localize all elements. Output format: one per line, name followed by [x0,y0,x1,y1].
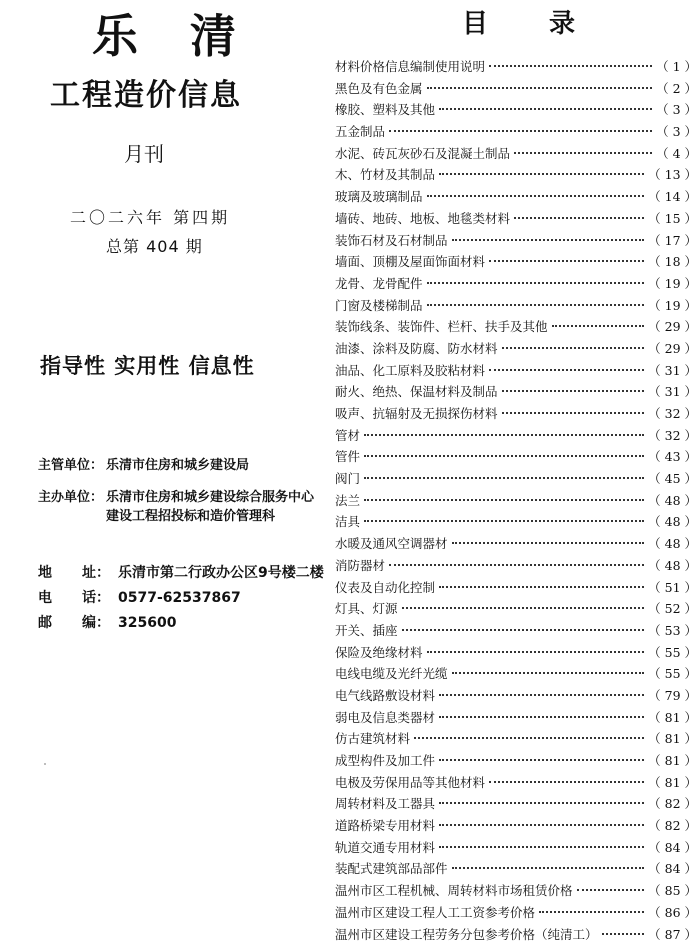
toc-entry-title: 墙砖、地砖、地板、地毯类材料 [335,209,510,227]
toc-leader-dots [514,138,652,154]
toc-entry-page: （ 32 ） [648,426,697,444]
toc-entry-title: 温州市区建设工程人工工资参考价格 [335,903,535,921]
toc-entry-title: 木、竹材及其制品 [335,165,435,183]
toc-entry-title: 保险及绝缘材料 [335,643,423,661]
sponsor-value-line2: 建设工程招投标和造价管理科 [106,507,275,526]
toc-entry-title: 橡胶、塑料及其他 [335,100,435,118]
publication-title: 乐 清 [92,6,254,66]
toc-entry-title: 温州市区工程机械、周转材料市场租赁价格 [335,881,573,899]
toc-entry-page: （ 79 ） [648,686,697,704]
toc-entry-title: 道路桥梁专用材料 [335,816,435,834]
toc-entry-page: （ 29 ） [648,317,697,335]
toc-entry-title: 龙骨、龙骨配件 [335,274,423,292]
toc-leader-dots [439,572,644,588]
toc-leader-dots [389,116,652,132]
toc-entry-page: （ 29 ） [648,339,697,357]
toc-entry-page: （ 81 ） [648,729,697,747]
toc-entry-page: （ 81 ） [648,708,697,726]
toc-leader-dots [427,637,645,653]
toc-leader-dots [364,420,644,436]
toc-entry-title: 仿古建筑材料 [335,729,410,747]
toc-leader-dots [489,51,652,67]
toc-leader-dots [427,268,645,284]
toc-entry-title: 装饰线条、装饰件、栏杆、扶手及其他 [335,317,548,335]
toc-entry-page: （ 48 ） [648,534,697,552]
toc-entry-page: （ 84 ） [648,838,697,856]
toc-leader-dots [427,73,653,89]
toc-entry-title: 装饰石材及石材制品 [335,231,448,249]
toc-entry-title: 管材 [335,426,360,444]
toc-entry-title: 温州市区建设工程劳务分包参考价格（纯清工） [335,925,598,943]
toc-panel [320,0,700,913]
toc-leader-dots [489,767,644,783]
publication-subtitle: 工程造价信息 [50,76,242,116]
toc-leader-dots [502,376,645,392]
stray-dot [44,763,46,765]
toc-entry-title: 周转材料及工器具 [335,794,435,812]
phone-value: 0577-62537867 [118,588,241,608]
toc-entry-page: （ 19 ） [648,274,697,292]
toc-entry-title: 电气线路敷设材料 [335,686,435,704]
toc-leader-dots [402,615,645,631]
toc-leader-dots [439,159,644,175]
toc-entry-title: 五金制品 [335,122,385,140]
toc-leader-dots [402,593,645,609]
toc-entry-page: （ 45 ） [648,469,697,487]
toc-entry-page: （ 43 ） [648,447,697,465]
toc-leader-dots [439,680,644,696]
toc-leader-dots [514,203,644,219]
toc-leader-dots [439,788,644,804]
toc-entry-title: 成型构件及加工件 [335,751,435,769]
phone-label-2: 话： [82,588,110,608]
toc-entry-page: （ 1 ） [656,57,697,75]
toc-entry-title: 墙面、顶棚及屋面饰面材料 [335,252,485,270]
toc-entry-page: （ 86 ） [648,903,697,921]
toc-leader-dots [552,311,645,327]
toc-leader-dots [502,333,645,349]
toc-leader-dots [364,463,644,479]
periodical-type: 月刊 [124,140,164,168]
toc-leader-dots [452,225,645,241]
toc-entry-title: 水暖及通风空调器材 [335,534,448,552]
toc-leader-dots [502,398,645,414]
toc-entry-title: 法兰 [335,491,360,509]
supervisor-value: 乐清市住房和城乡建设局 [106,456,249,475]
issue-number: 二〇二六年 第四期 [70,207,230,229]
postcode-label-1: 邮 [38,613,52,633]
toc-entry-page: （ 52 ） [648,599,697,617]
toc-entry-title: 耐火、绝热、保温材料及制品 [335,382,498,400]
toc-entry-title: 洁具 [335,512,360,530]
sponsor-value-line1: 乐清市住房和城乡建设综合服务中心 [106,488,314,507]
toc-leader-dots [427,181,645,197]
toc-entry-page: （ 81 ） [648,773,697,791]
toc-entry-page: （ 48 ） [648,512,697,530]
toc-leader-dots [389,550,644,566]
toc-entry-title: 玻璃及玻璃制品 [335,187,423,205]
toc-entry-title: 材料价格信息编制使用说明 [335,57,485,75]
toc-entry-page: （ 48 ） [648,556,697,574]
toc-entry-page: （ 3 ） [656,122,697,140]
toc-leader-dots [489,355,644,371]
toc-entry-title: 吸声、抗辐射及无损探伤材料 [335,404,498,422]
toc-entry-title: 灯具、灯源 [335,599,398,617]
toc-entry-title: 水泥、砖瓦灰砂石及混凝土制品 [335,144,510,162]
serial-number: 总第 404 期 [106,236,203,258]
postcode-label-2: 编： [82,613,110,633]
toc-leader-dots [439,832,644,848]
toc-leader-dots [364,506,644,522]
toc-entry-page: （ 53 ） [648,621,697,639]
postcode-value: 325600 [118,613,176,633]
toc-entry-page: （ 87 ） [648,925,697,943]
toc-list [335,55,697,944]
toc-entry-title: 管件 [335,447,360,465]
toc-leader-dots [602,919,645,935]
toc-entry-page: （ 55 ） [648,664,697,682]
sponsor-row [38,488,103,507]
toc-leader-dots [439,745,644,761]
toc-entry-title: 电极及劳保用品等其他材料 [335,773,485,791]
toc-leader-dots [577,875,645,891]
toc-entry-page: （ 31 ） [648,361,697,379]
toc-entry-page: （ 4 ） [656,144,697,162]
toc-leader-dots [439,94,652,110]
toc-entry[interactable] [335,923,697,944]
supervisor-label: 主管单位： [38,456,103,475]
toc-entry-page: （ 85 ） [648,881,697,899]
slogan: 指导性 实用性 信息性 [40,352,255,380]
toc-heading: 目 录 [462,8,601,40]
toc-entry-title: 黑色及有色金属 [335,79,423,97]
toc-entry-page: （ 48 ） [648,491,697,509]
address-value: 乐清市第二行政办公区9号楼二楼 [118,563,324,583]
toc-entry-title: 油品、化工原料及胶粘材料 [335,361,485,379]
phone-label-1: 电 [38,588,52,608]
toc-entry-page: （ 31 ） [648,382,697,400]
toc-leader-dots [439,702,644,718]
cover-panel [0,0,320,913]
toc-entry-page: （ 51 ） [648,578,697,596]
toc-leader-dots [414,723,644,739]
toc-entry-page: （ 82 ） [648,816,697,834]
toc-entry-title: 油漆、涂料及防腐、防水材料 [335,339,498,357]
toc-entry-page: （ 17 ） [648,231,697,249]
toc-leader-dots [427,290,645,306]
toc-entry-page: （ 82 ） [648,794,697,812]
toc-entry-page: （ 81 ） [648,751,697,769]
toc-entry-page: （ 32 ） [648,404,697,422]
toc-entry-page: （ 3 ） [656,100,697,118]
toc-entry-title: 阀门 [335,469,360,487]
toc-entry-page: （ 15 ） [648,209,697,227]
toc-entry-title: 装配式建筑部品部件 [335,859,448,877]
toc-entry-page: （ 14 ） [648,187,697,205]
address-label-2: 址： [82,563,110,583]
toc-entry-page: （ 55 ） [648,643,697,661]
toc-entry-page: （ 19 ） [648,296,697,314]
sponsor-label: 主办单位： [38,488,103,507]
toc-entry-page: （ 13 ） [648,165,697,183]
toc-leader-dots [364,441,644,457]
toc-leader-dots [364,485,644,501]
toc-entry-page: （ 84 ） [648,859,697,877]
toc-entry-title: 开关、插座 [335,621,398,639]
toc-entry-title: 门窗及楼梯制品 [335,296,423,314]
address-label-1: 地 [38,563,52,583]
toc-entry-title: 消防器材 [335,556,385,574]
toc-entry-title: 电线电缆及光纤光缆 [335,664,448,682]
toc-entry-page: （ 2 ） [656,79,697,97]
toc-leader-dots [452,853,645,869]
toc-leader-dots [452,528,645,544]
toc-leader-dots [452,658,645,674]
sponsor-row-2 [38,507,43,526]
toc-entry-title: 仪表及自动化控制 [335,578,435,596]
toc-leader-dots [439,810,644,826]
toc-leader-dots [539,897,644,913]
toc-entry-page: （ 18 ） [648,252,697,270]
toc-entry-title: 弱电及信息类器材 [335,708,435,726]
toc-leader-dots [489,246,644,262]
toc-entry-title: 轨道交通专用材料 [335,838,435,856]
supervisor-row [38,456,103,475]
